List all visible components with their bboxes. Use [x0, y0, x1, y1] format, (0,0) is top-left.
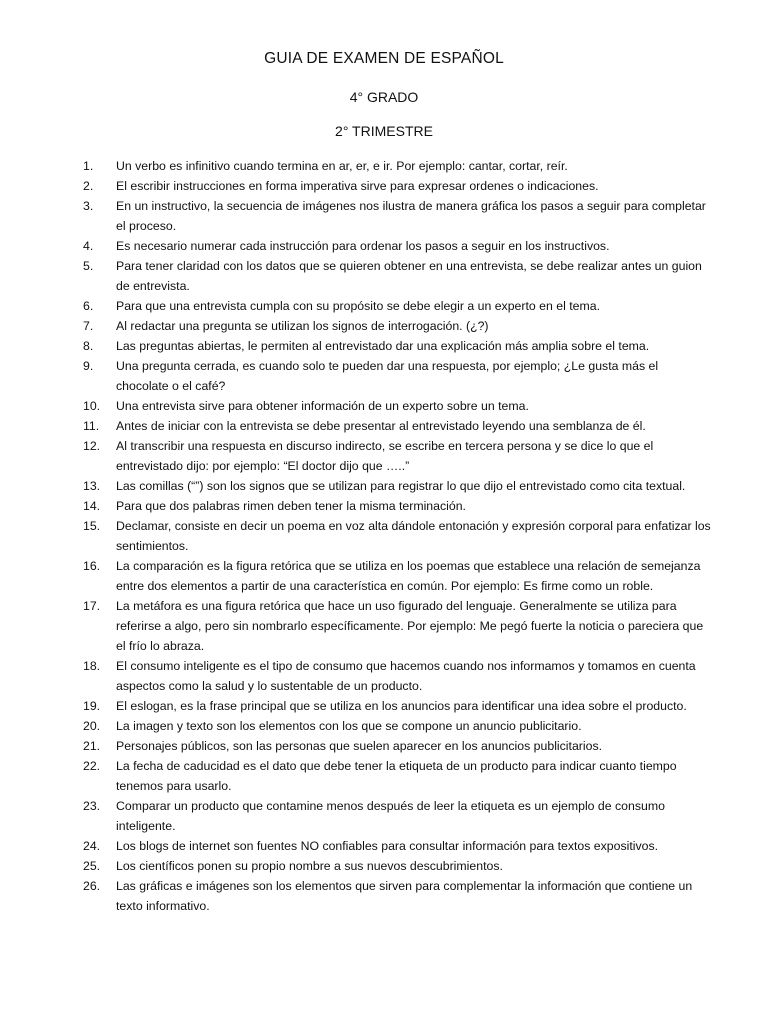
item-text: El escribir instrucciones en forma imperativa sirve para expresar ordenes o indicaciones.: [116, 179, 599, 193]
list-item: [83, 876, 711, 916]
item-text: Declamar, consiste en decir un poema en voz alta dándole entonación y expresión corporal para enfatizar los sentimientos.: [116, 519, 711, 553]
list-item: [83, 316, 711, 336]
item-text: Comparar un producto que contamine menos después de leer la etiqueta es un ejemplo de consumo inteligente.: [116, 799, 665, 833]
item-number: 25.: [83, 859, 101, 873]
term-heading: 2° TRIMESTRE: [335, 123, 433, 139]
list-item: [83, 856, 711, 876]
item-text: Las gráficas e imágenes son los elementos que sirven para complementar la información que contiene un texto informativo.: [116, 879, 693, 913]
list-item: [83, 756, 711, 796]
list-item: [83, 716, 711, 736]
item-number: 26.: [83, 879, 101, 893]
grade-heading: 4° GRADO: [349, 89, 419, 105]
list-item: [83, 556, 711, 596]
list-item: [83, 296, 711, 316]
list-item: [83, 796, 711, 836]
list-item: [83, 656, 711, 696]
item-number: 8.: [83, 339, 94, 353]
item-number: 20.: [83, 719, 101, 733]
item-number: 4.: [83, 239, 94, 253]
list-item: [83, 336, 711, 356]
document-title: GUIA DE EXAMEN DE ESPAÑOL: [264, 50, 504, 67]
list-item: [83, 736, 711, 756]
item-text: El eslogan, es la frase principal que se utiliza en los anuncios para identificar una idea sobre el producto.: [116, 699, 687, 713]
list-item: [83, 196, 711, 236]
item-number: 17.: [83, 599, 101, 613]
item-text: El consumo inteligente es el tipo de consumo que hacemos cuando nos informamos y tomamos en cuenta aspectos como la salud y lo sustentable de un producto.: [116, 659, 696, 693]
questions-list: [83, 156, 711, 916]
item-text: Antes de iniciar con la entrevista se debe presentar al entrevistado leyendo una semblanza de él.: [116, 419, 646, 433]
item-text: Para que dos palabras rimen deben tener la misma terminación.: [116, 499, 466, 513]
item-text: Para que una entrevista cumpla con su propósito se debe elegir a un experto en el tema.: [116, 299, 600, 313]
list-item: [83, 156, 711, 176]
item-text: La fecha de caducidad es el dato que debe tener la etiqueta de un producto para indicar cuanto tiempo tenemos para usarlo.: [116, 759, 677, 793]
item-number: 1.: [83, 159, 94, 173]
list-item: [83, 236, 711, 256]
item-text: Un verbo es infinitivo cuando termina en ar, er, e ir. Por ejemplo: cantar, cortar, reír.: [116, 159, 568, 173]
list-item: [83, 596, 711, 656]
item-number: 11.: [83, 419, 100, 433]
item-text: En un instructivo, la secuencia de imágenes nos ilustra de manera gráfica los pasos a seguir para completar el proceso.: [116, 199, 706, 233]
list-item: [83, 696, 711, 716]
item-number: 23.: [83, 799, 101, 813]
list-item: [83, 256, 711, 296]
list-item: [83, 496, 711, 516]
item-number: 14.: [83, 499, 101, 513]
list-item: [83, 476, 711, 496]
list-item: [83, 396, 711, 416]
item-number: 6.: [83, 299, 94, 313]
item-text: Los científicos ponen su propio nombre a sus nuevos descubrimientos.: [116, 859, 503, 873]
item-number: 9.: [83, 359, 94, 373]
item-text: Al redactar una pregunta se utilizan los signos de interrogación. (¿?): [116, 319, 489, 333]
item-text: Para tener claridad con los datos que se quieren obtener en una entrevista, se debe realizar antes un guion de entrevista.: [116, 259, 702, 293]
item-text: La comparación es la figura retórica que se utiliza en los poemas que establece una relación de semejanza entre dos elementos a partir de una característica en común. Por ejemplo: Es firme como un roble.: [116, 559, 701, 593]
item-number: 10.: [83, 399, 101, 413]
item-number: 21.: [83, 739, 101, 753]
item-number: 12.: [83, 439, 101, 453]
item-number: 22.: [83, 759, 101, 773]
item-number: 3.: [83, 199, 94, 213]
item-text: Personajes públicos, son las personas que suelen aparecer en los anuncios publicitarios.: [116, 739, 603, 753]
item-text: Los blogs de internet son fuentes NO confiables para consultar información para textos expositivos.: [116, 839, 659, 853]
item-text: Las comillas (“”) son los signos que se utilizan para registrar lo que dijo el entrevistado como cita textual.: [116, 479, 686, 493]
item-number: 18.: [83, 659, 101, 673]
item-number: 5.: [83, 259, 94, 273]
list-item: [83, 356, 711, 396]
list-item: [83, 836, 711, 856]
item-number: 13.: [83, 479, 101, 493]
item-text: Al transcribir una respuesta en discurso indirecto, se escribe en tercera persona y se dice lo que el entrevistado dijo: por ejemplo: “El doctor dijo que …..”: [116, 439, 654, 473]
item-text: Es necesario numerar cada instrucción para ordenar los pasos a seguir en los instructivos.: [116, 239, 610, 253]
list-item: [83, 176, 711, 196]
item-text: Una entrevista sirve para obtener información de un experto sobre un tema.: [116, 399, 529, 413]
item-text: Las preguntas abiertas, le permiten al entrevistado dar una explicación más amplia sobre el tema.: [116, 339, 650, 353]
item-number: 19.: [83, 699, 101, 713]
item-number: 7.: [83, 319, 94, 333]
item-text: La metáfora es una figura retórica que hace un uso figurado del lenguaje. Generalmente se utiliza para referirse a algo, pero sin nombrarlo específicamente. Por ejemplo: Me pegó fuerte la noticia o pareciera que el frío lo abraza.: [116, 599, 704, 653]
list-item: [83, 436, 711, 476]
item-text: Una pregunta cerrada, es cuando solo te pueden dar una respuesta, por ejemplo; ¿Le gusta más el chocolate o el café?: [116, 359, 659, 393]
list-item: [83, 516, 711, 556]
item-number: 2.: [83, 179, 94, 193]
item-text: La imagen y texto son los elementos con los que se compone un anuncio publicitario.: [116, 719, 582, 733]
list-item: [83, 416, 711, 436]
item-number: 15.: [83, 519, 101, 533]
item-number: 16.: [83, 559, 101, 573]
item-number: 24.: [83, 839, 101, 853]
